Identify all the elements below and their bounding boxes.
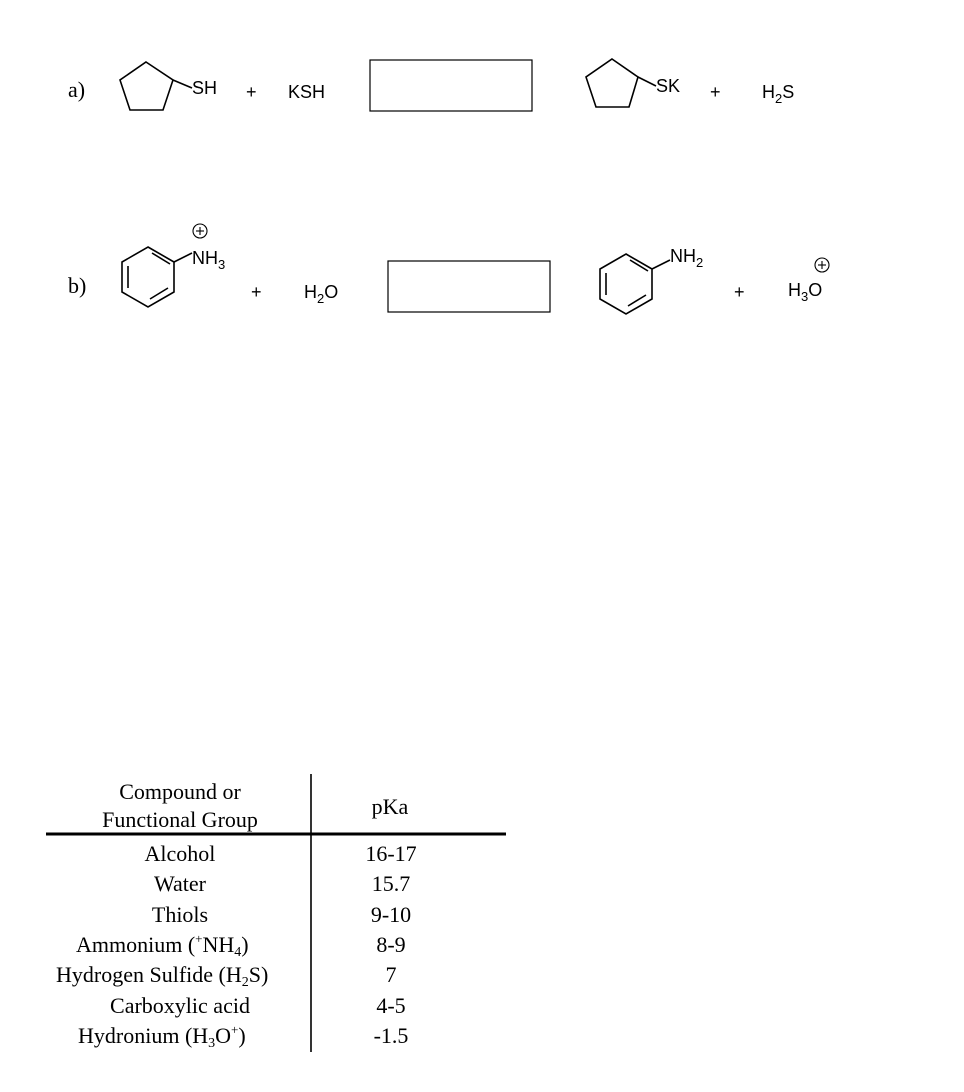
plus-sign: + [734, 282, 745, 302]
pka-table [46, 774, 506, 1052]
table-cell-pka: 15.7 [371, 871, 411, 896]
table-cell-compound: Water [154, 871, 206, 896]
reaction-b-label: b) [68, 273, 87, 298]
plus-sign: + [710, 82, 721, 102]
table-cell-pka: -1.5 [373, 1023, 409, 1048]
plus-sign: + [251, 282, 262, 302]
thiolate-group-label: SK [656, 76, 681, 96]
cyclopentane-ring-product [586, 59, 656, 107]
table-cell-pka: 4-5 [376, 993, 406, 1018]
answer-box-a[interactable] [370, 60, 532, 111]
table-cell-pka: 16-17 [365, 841, 417, 866]
positive-charge-icon [815, 258, 829, 272]
table-cell-compound: Hydronium (H3O+) [78, 1022, 246, 1051]
table-header-pka: pKa [371, 794, 409, 819]
charge-superscript: + [195, 931, 203, 946]
table-cell-compound: Alcohol [144, 841, 216, 866]
water-formula: $H_2O$ [304, 282, 339, 306]
cyclopentane-ring-reactant [120, 62, 192, 110]
benzene-ring-product [600, 254, 670, 314]
plus-sign: + [246, 82, 257, 102]
answer-box-b[interactable] [388, 261, 550, 312]
reaction-a-label: a) [68, 77, 86, 102]
product-h2s: $H_2S$ [762, 82, 795, 106]
hydronium-formula: $H_3O$ [788, 280, 823, 304]
charge-superscript: + [231, 1022, 239, 1037]
reagent-ksh: KSH [288, 82, 326, 102]
table-header-compound-line2: Functional Group [102, 807, 258, 832]
thiol-group-label: SH [192, 78, 218, 98]
table-cell-pka: 8-9 [376, 932, 406, 957]
table-cell-pka: 7 [385, 962, 397, 987]
table-cell-compound: Ammonium (+NH4) [76, 931, 249, 960]
table-cell-compound: Thiols [151, 902, 209, 927]
table-cell-compound: Carboxylic acid [110, 993, 250, 1018]
ammonium-group-label: $NH_3$ [192, 248, 226, 272]
benzene-ring-reactant [122, 247, 192, 307]
table-header-compound-line1: Compound or [119, 779, 241, 804]
amine-group-label: $NH_2$ [670, 246, 704, 270]
table-cell-compound: Hydrogen Sulfide (H2S) [56, 962, 269, 990]
positive-charge-icon [193, 224, 207, 238]
table-cell-pka: 9-10 [370, 902, 412, 927]
